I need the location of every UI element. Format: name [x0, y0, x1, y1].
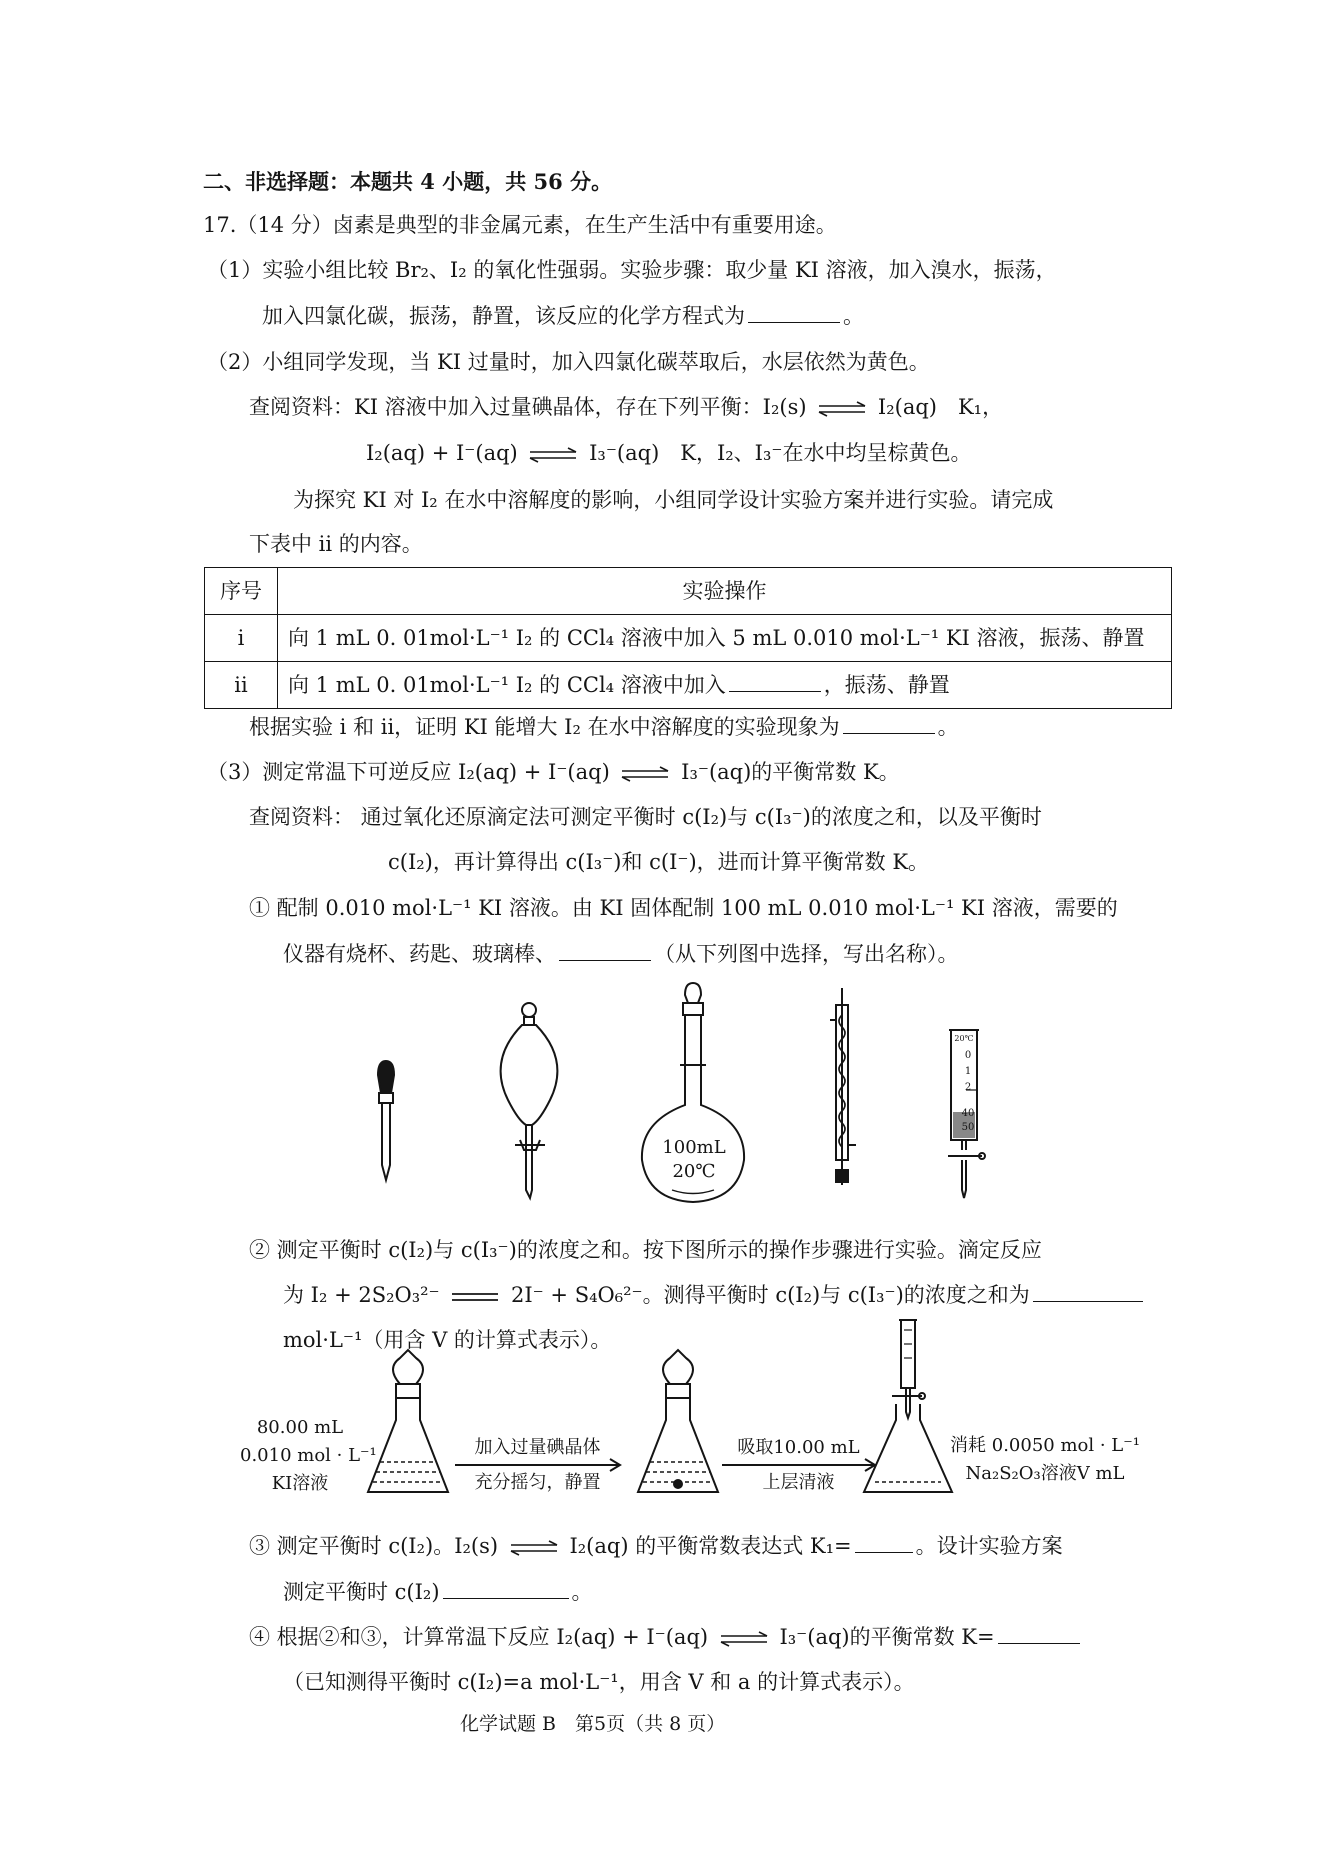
answer-blank-k[interactable] [998, 1623, 1080, 1644]
part3-reference-line1: 查阅资料： 通过氧化还原滴定法可测定平衡时 c(I₂)与 c(I₃⁻)的浓度之和，以及平衡时 [249, 805, 1042, 829]
ref1-right: I₂(aq) K₁， [877, 395, 1004, 419]
table-cell-no: ii [205, 662, 278, 709]
arrow1-label-bottom: 充分摇匀，静置 [474, 1472, 601, 1493]
burette-mark: 2 [964, 1082, 972, 1093]
arrow2-label-top: 吸取10.00 mL [737, 1437, 860, 1458]
step2-line3: mol·L⁻¹（用含 V 的计算式表示）。 [283, 1328, 612, 1352]
flask-label-volume: 100mL [662, 1137, 726, 1158]
part2-task-line1: 为探究 KI 对 I₂ 在水中溶解度的影响，小组同学设计实验方案并进行实验。请完成 [293, 488, 1054, 512]
section-title: 二、非选择题：本题共 4 小题，共 56 分。 [203, 169, 613, 194]
burette-mark: 0 [964, 1050, 972, 1061]
flask-label-temperature: 20℃ [672, 1161, 716, 1182]
row2-op-text: 向 1 mL 0. 01mol·L⁻¹ I₂ 的 CCl₄ 溶液中加入 [288, 673, 726, 697]
burette-mark: 20℃ [954, 1034, 974, 1043]
step4-line1 [249, 1623, 1083, 1651]
answer-blank-k1[interactable] [855, 1532, 913, 1553]
reaction-right: 2I⁻ + S₄O₆²⁻。测得平衡时 c(I₂)与 c(I₃⁻)的浓度之和为 [511, 1283, 1030, 1307]
conclusion-text: 根据实验 i 和 ii，证明 KI 能增大 I₂ 在水中溶解度的实验现象为 [249, 715, 840, 739]
intro-right: I₃⁻(aq)的平衡常数 K。 [681, 760, 900, 784]
arrow1-label-top: 加入过量碘晶体 [474, 1437, 601, 1458]
end-consumption: 消耗 0.0050 mol · L⁻¹ [950, 1435, 1140, 1456]
table-cell-no: i [205, 615, 278, 662]
burette-mark: 1 [964, 1066, 972, 1077]
step4-left: ④ 根据②和③，计算常温下反应 I₂(aq) + I⁻(aq) [249, 1625, 709, 1649]
step2-line1: ② 测定平衡时 c(I₂)与 c(I₃⁻)的浓度之和。按下图所示的操作步骤进行实验。滴定反应 [249, 1238, 1042, 1262]
step4-right: I₃⁻(aq)的平衡常数 K= [779, 1625, 995, 1649]
part1-line1: （1）实验小组比较 Br₂、I₂ 的氧化性强弱。实验步骤：取少量 KI 溶液，加入溴水，振荡， [207, 258, 1057, 282]
part2-intro: （2）小组同学发现，当 KI 过量时，加入四氯化碳萃取后，水层依然为黄色。 [207, 350, 930, 374]
conical-flask-icon [638, 1350, 718, 1492]
burette-mark: 50 [961, 1122, 975, 1133]
part1-text: 加入四氯化碳，振荡，静置，该反应的化学方程式为 [262, 304, 745, 328]
table-cell-op: 向 1 mL 0. 01mol·L⁻¹ I₂ 的 CCl₄ 溶液中加入 5 mL 0.010 mol·L⁻¹ KI 溶液，振荡、静置 [278, 615, 1172, 662]
reaction-left: 为 I₂ + 2S₂O₃²⁻ [283, 1283, 440, 1307]
step3-text: 测定平衡时 c(I₂) [283, 1580, 440, 1604]
equilibrium-arrows-icon [719, 1631, 769, 1647]
part1-end: 。 [843, 304, 864, 328]
row2-op-end: ，振荡、静置 [823, 673, 950, 697]
step1-line1: ① 配制 0.010 mol·L⁻¹ KI 溶液。由 KI 固体配制 100 mL 0.010 mol·L⁻¹ KI 溶液，需要的 [249, 896, 1118, 920]
equilibrium-arrows-icon [509, 1540, 559, 1556]
intro-left: （3）测定常温下可逆反应 I₂(aq) + I⁻(aq) [207, 760, 610, 784]
burette-icon [892, 1320, 925, 1418]
step4-line2: （已知测得平衡时 c(I₂)=a mol·L⁻¹，用含 V 和 a 的计算式表示）。 [283, 1670, 915, 1694]
part3-reference-line2: c(I₂)，再计算得出 c(I₃⁻)和 c(I⁻)，进而计算平衡常数 K。 [388, 850, 930, 874]
step1-end: （从下列图中选择，写出名称）。 [654, 942, 959, 966]
arrow2-label-bottom: 上层清液 [762, 1472, 835, 1493]
step1-text: 仪器有烧杯、药匙、玻璃棒、 [283, 942, 556, 966]
step3-line1 [249, 1532, 1063, 1560]
burette-mark: 40 [961, 1108, 975, 1119]
conclusion-end: 。 [937, 715, 959, 739]
ref1-left: 查阅资料：KI 溶液中加入过量碘晶体，存在下列平衡：I₂(s) [249, 395, 807, 419]
part2-task-line2: 下表中 ii 的内容。 [249, 532, 423, 556]
page-footer: 化学试题 B 第5页（共 8 页） [460, 1713, 726, 1735]
start-volume: 80.00 mL [256, 1417, 344, 1438]
start-concentration: 0.010 mol · L⁻¹ [240, 1445, 377, 1466]
q17-title: 17.（14 分）卤素是典型的非金属元素，在生产生活中有重要用途。 [203, 213, 837, 237]
step3-left: ③ 测定平衡时 c(I₂)。I₂(s) [249, 1534, 499, 1558]
end-titrant: Na₂S₂O₃溶液V mL [965, 1463, 1125, 1484]
table-header-no: 序号 [205, 568, 278, 615]
step3-line2 [283, 1578, 593, 1606]
ref2-right: I₃⁻(aq) K，I₂、I₃⁻在水中均呈棕黄色。 [589, 441, 972, 465]
table-header-op: 实验操作 [278, 568, 1172, 615]
step3-end: 。设计实验方案 [915, 1534, 1063, 1558]
start-solution: KI溶液 [271, 1473, 329, 1494]
step3-line2-end: 。 [571, 1580, 593, 1604]
step3-right: I₂(aq) 的平衡常数表达式 K₁= [569, 1534, 852, 1558]
ref2-left: I₂(aq) + I⁻(aq) [366, 441, 518, 465]
answer-blank-method[interactable] [443, 1578, 569, 1599]
conical-flask-icon [368, 1350, 448, 1492]
